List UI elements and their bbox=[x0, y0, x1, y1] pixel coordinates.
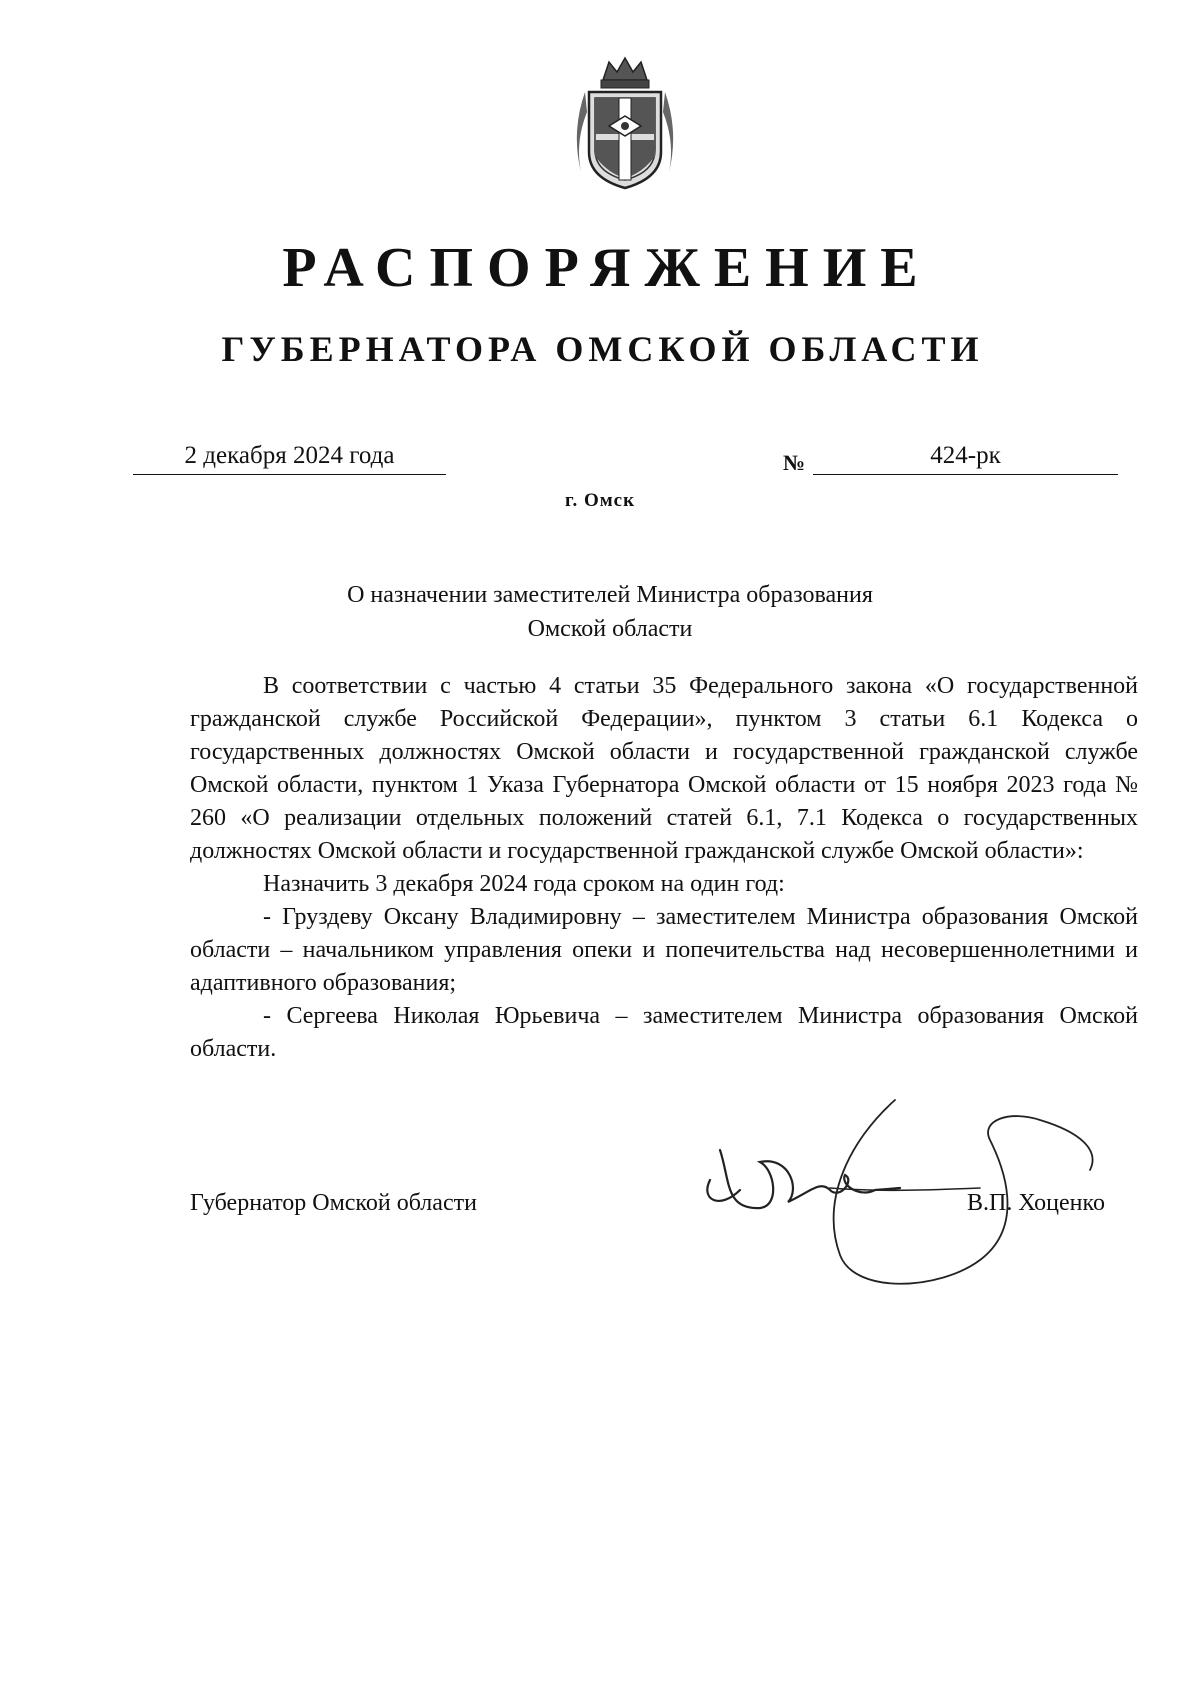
heading-line-2: Омской области bbox=[527, 616, 693, 642]
document-date: 2 декабря 2024 года bbox=[133, 442, 446, 475]
document-title: РАСПОРЯЖЕНИЕ bbox=[282, 237, 932, 299]
document-body bbox=[190, 670, 1138, 1066]
coat-of-arms-emblem bbox=[565, 52, 685, 192]
body-paragraph-appointee-2: - Сергеева Николая Юрьевича – заместителем Министра образования Омской области. bbox=[190, 1003, 1138, 1062]
handwritten-signature bbox=[680, 1080, 1120, 1300]
document-number: 424-рк bbox=[813, 442, 1118, 475]
body-paragraph-legal-basis: В соответствии с частью 4 статьи 35 Федерального закона «О государственной гражданской службе Российской Федерации», пунктом 3 статьи 6.1 Кодекса о государственных должностях Омской области и государственной гражданской службе Омской области, пунктом 1 Указа Губернатора Омской области от 15 ноября 2023 года № 260 «О реализации отдельных положений статей 6.1, 7.1 Кодекса о государственных должностях Омской области и государственной гражданской службе Омской области»: bbox=[190, 673, 1138, 864]
body-paragraph-appointee-1: - Груздеву Оксану Владимировну – заместителем Министра образования Омской области – начальником управления опеки и попечительства над несовершеннолетними и адаптивного образования; bbox=[190, 904, 1138, 996]
document-subtitle: ГУБЕРНАТОРА ОМСКОЙ ОБЛАСТИ bbox=[221, 329, 984, 369]
document-city: г. Омск bbox=[564, 490, 636, 511]
signer-name: В.П. Хоценко bbox=[967, 1190, 1105, 1216]
signer-role: Губернатор Омской области bbox=[190, 1190, 477, 1216]
document-heading bbox=[330, 578, 890, 646]
body-paragraph-appoint: Назначить 3 декабря 2024 года сроком на один год: bbox=[263, 871, 785, 897]
heading-line-1: О назначении заместителей Министра образования bbox=[347, 582, 873, 608]
number-sign: № bbox=[783, 450, 806, 475]
